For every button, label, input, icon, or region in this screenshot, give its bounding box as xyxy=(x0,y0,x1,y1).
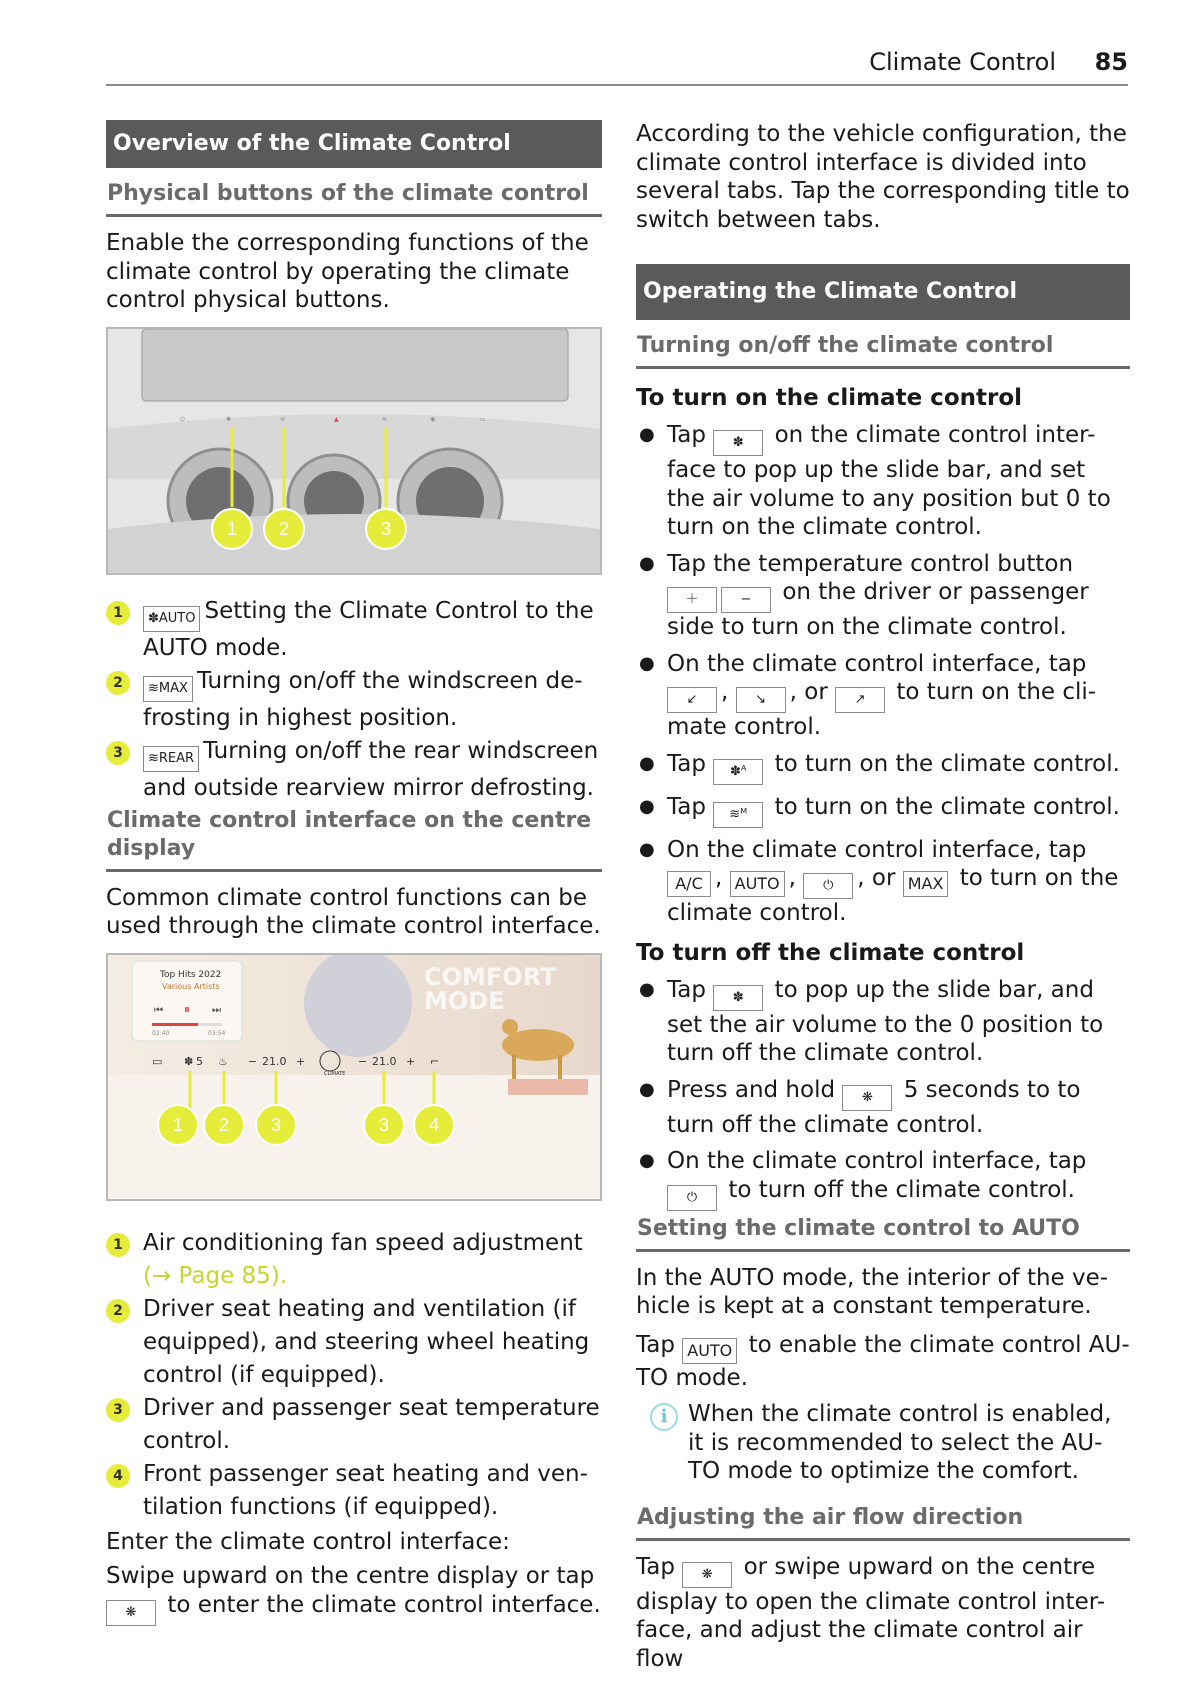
tap-text: Tap xyxy=(636,1553,675,1580)
operating-heading: Operating the Climate Control xyxy=(636,264,1130,320)
turn-off-list xyxy=(636,976,1130,1211)
legend-number: 4 xyxy=(106,1464,130,1488)
power-icon: ⏻ xyxy=(667,1185,717,1211)
fan-auto-icon: ✽ xyxy=(226,415,232,423)
list-item xyxy=(636,650,1130,742)
auto-instruction xyxy=(636,1331,1130,1393)
item-text: to turn on the cli-mate control. xyxy=(667,679,1097,740)
hazard-icon: ▲ xyxy=(334,415,339,423)
climate-icon: ❋ xyxy=(842,1085,892,1111)
marker-1-label: 1 xyxy=(226,518,238,539)
legend-number: 1 xyxy=(106,1233,130,1257)
legend-number: 3 xyxy=(106,1398,130,1422)
climate-icon: ❋ xyxy=(106,1600,156,1626)
list-item xyxy=(636,1147,1130,1211)
separator: , or xyxy=(789,679,828,705)
legend-item xyxy=(106,1293,602,1392)
marker-3-label: 3 xyxy=(270,1114,282,1135)
item-text: to turn off the climate control. xyxy=(728,1176,1075,1203)
swipe-tail: to enter the climate control interface. xyxy=(167,1591,601,1618)
legend-text: Turning on/off the windscreen de-frosting in highest position. xyxy=(143,667,583,731)
driving-mode-icon: ◉ xyxy=(430,415,436,423)
legend-item xyxy=(106,1227,602,1293)
item-text: to enable the climate control AU-TO mode. xyxy=(636,1331,1130,1391)
physical-buttons-intro: Enable the corresponding functions of the climate control by operating the climate control physical buttons. xyxy=(106,230,589,313)
legend-item xyxy=(106,1458,602,1524)
legend-text: Driver and passenger seat temperature control. xyxy=(143,1394,600,1454)
item-text: to turn on the climate control. xyxy=(774,750,1120,777)
item-text: to turn on the climate control. xyxy=(774,793,1120,820)
airflow-face-icon: ↙ xyxy=(667,687,717,713)
defrost-max-icon: ≋ xyxy=(280,415,286,423)
progress-bar xyxy=(152,1023,198,1026)
legend-number: 2 xyxy=(106,1299,130,1323)
tap-text: Tap xyxy=(667,422,706,448)
list-item xyxy=(636,421,1130,542)
defrost-max-icon: ≋MAX xyxy=(143,676,193,702)
item-text: on the driver or passenger side to turn on the climate control. xyxy=(667,579,1089,640)
fan-icon[interactable]: ✽ xyxy=(184,1054,194,1068)
song-title: Top Hits 2022 xyxy=(160,969,222,980)
separator: , xyxy=(715,865,723,891)
swipe-text: Swipe upward on the centre display or tap xyxy=(106,1563,595,1589)
next-icon[interactable]: ⏭ xyxy=(212,1004,221,1016)
list-item xyxy=(636,550,1130,642)
display-legend xyxy=(106,1227,602,1524)
mode-label-2: MODE xyxy=(424,986,505,1015)
tap-text: Tap xyxy=(667,976,706,1003)
plus-icon: ＋ xyxy=(667,587,717,613)
temp-minus[interactable]: − xyxy=(248,1054,258,1068)
console-drawing xyxy=(108,329,600,573)
auto-button-icon: AUTO xyxy=(682,1338,737,1364)
item-text: or swipe upward on the centre display to open the climate control inter-face, and adjust the climate control air flow xyxy=(636,1553,1106,1672)
item-text: On the climate control interface, tap xyxy=(667,1148,1087,1174)
item-text: Press and hold xyxy=(667,1076,836,1103)
item-text: Tap the temperature control button xyxy=(667,550,1074,577)
temp-right: 21.0 xyxy=(372,1054,397,1068)
tap-text: Tap xyxy=(667,793,706,820)
turn-on-title: To turn on the climate control xyxy=(636,385,1023,411)
swipe-instruction xyxy=(106,1562,602,1626)
centre-display-intro: Common climate control functions can be used through the climate control interface. xyxy=(106,884,601,939)
list-item xyxy=(636,1076,1130,1140)
info-text: When the climate control is enabled, it is recommended to select the AU-TO mode to optimize the comfort. xyxy=(688,1401,1112,1484)
fan-auto-icon: ✽AUTO xyxy=(143,606,200,632)
item-text: to pop up the slide bar, and set the air volume to the 0 position to turn off the climate control. xyxy=(667,976,1104,1066)
legend-item xyxy=(106,735,602,805)
right-column xyxy=(636,120,1130,1673)
fan-auto-icon: ✽ᴬ xyxy=(713,759,763,785)
marker-3b-label: 3 xyxy=(378,1114,390,1135)
legend-number: 3 xyxy=(106,741,130,765)
fan-icon: ✽ xyxy=(713,430,763,456)
pause-icon[interactable]: ⏸ xyxy=(184,1001,191,1016)
tap-text: Tap xyxy=(667,750,706,777)
separator: , xyxy=(788,865,796,891)
separator: , or xyxy=(857,865,896,891)
power-icon: ⏻ xyxy=(803,873,853,899)
legend-text: Air conditioning fan speed adjustment xyxy=(143,1229,583,1256)
auto-heading: Setting the climate control to AUTO xyxy=(636,1211,1130,1252)
page-number: 85 xyxy=(1094,48,1128,76)
passenger-seat-icon[interactable]: ⌐ xyxy=(430,1054,440,1068)
list-item xyxy=(636,793,1130,828)
tabs-intro: According to the vehicle configuration, the climate control interface is divided into several tabs. Tap the corresponding title to switch between tabs. xyxy=(636,121,1130,233)
auto-button-icon: AUTO xyxy=(730,871,785,897)
display-drawing xyxy=(108,955,600,1199)
legend-number: 1 xyxy=(106,601,130,625)
physical-buttons-legend xyxy=(106,595,602,805)
page-link[interactable]: (→ Page 85). xyxy=(143,1262,288,1289)
console-illustration xyxy=(106,327,602,575)
legend-text: Driver seat heating and ventilation (if equipped), and steering wheel heating control (if equipped). xyxy=(143,1295,590,1388)
legend-number: 2 xyxy=(106,671,130,695)
ac-button-icon: A/C xyxy=(667,871,711,897)
separator: , xyxy=(721,679,729,705)
time-start: 02:40 xyxy=(152,1029,170,1037)
turn-on-list xyxy=(636,421,1130,928)
auto-description: In the AUTO mode, the interior of the ve-hicle is kept at a constant temperature. xyxy=(636,1264,1109,1319)
power-icon: ⏻ xyxy=(180,415,185,423)
max-button-icon: MAX xyxy=(903,871,949,897)
legend-text: Turning on/off the rear windscreen and outside rearview mirror defrosting. xyxy=(143,737,599,801)
temp-plus[interactable]: + xyxy=(296,1054,306,1068)
temp-minus-right[interactable]: − xyxy=(358,1054,368,1068)
tap-text: Tap xyxy=(636,1331,675,1358)
turn-on-off-heading: Turning on/off the climate control xyxy=(636,320,1130,369)
airflow-heading: Adjusting the air flow direction xyxy=(636,1492,1130,1541)
legend-text: Front passenger seat heating and ven-tilation functions (if equipped). xyxy=(143,1460,588,1520)
list-item xyxy=(636,836,1130,928)
mode-label-1: COMFORT xyxy=(424,962,557,991)
info-icon: i xyxy=(650,1403,678,1431)
marker-3-label: 3 xyxy=(380,518,392,539)
fan-icon: ✽ xyxy=(713,985,763,1011)
item-text: on the climate control inter-face to pop up the slide bar, and set the air volume to any position but 0 to turn on the climate control. xyxy=(667,422,1111,540)
airflow-windshield-icon: ↗ xyxy=(835,687,885,713)
legend-item xyxy=(106,665,602,735)
page-header xyxy=(106,44,1128,86)
marker-2-label: 2 xyxy=(218,1114,230,1135)
section-title: Climate Control xyxy=(869,48,1056,76)
item-text: On the climate control interface, tap xyxy=(667,650,1087,677)
enter-instruction: Enter the climate control interface: xyxy=(106,1528,510,1555)
marker-1-label: 1 xyxy=(172,1114,184,1135)
item-text: to turn on the climate control. xyxy=(667,865,1119,926)
list-item xyxy=(636,750,1130,785)
physical-buttons-heading: Physical buttons of the climate control xyxy=(106,168,602,217)
climate-label: CLIMATE xyxy=(324,1070,346,1077)
defrost-rear-icon: ≋REAR xyxy=(143,746,199,772)
info-note xyxy=(636,1400,1130,1486)
defrost-max-icon: ≋ᴹ xyxy=(713,802,763,828)
seat-heat-icon[interactable]: ♨ xyxy=(218,1054,228,1068)
time-end: 03:54 xyxy=(208,1029,226,1037)
overview-heading: Overview of the Climate Control xyxy=(106,120,602,168)
car-icon: ▭ xyxy=(480,415,486,423)
marker-4-label: 4 xyxy=(428,1114,440,1135)
prev-icon[interactable]: ⏮ xyxy=(154,1004,163,1016)
turn-off-title: To turn off the climate control xyxy=(636,939,1025,966)
minus-icon: − xyxy=(721,587,771,613)
list-item xyxy=(636,976,1130,1068)
climate-icon: ❋ xyxy=(682,1562,732,1588)
airflow-instruction xyxy=(636,1553,1130,1674)
airflow-feet-icon: ↘ xyxy=(736,687,786,713)
legend-item xyxy=(106,1392,602,1458)
left-column xyxy=(106,120,602,1626)
song-artist: Various Artists xyxy=(162,981,220,991)
display-illustration xyxy=(106,953,602,1201)
legend-text: Setting the Climate Control to the AUTO mode. xyxy=(143,597,594,661)
legend-item xyxy=(106,595,602,665)
item-text: On the climate control interface, tap xyxy=(667,836,1087,863)
temp-left: 21.0 xyxy=(262,1054,287,1068)
fan-level: 5 xyxy=(196,1054,203,1068)
centre-display-heading: Climate control interface on the centre display xyxy=(106,805,602,872)
temp-plus-right[interactable]: + xyxy=(406,1054,416,1068)
defrost-rear-icon: ≋ xyxy=(382,415,388,423)
item-text: 5 seconds to to turn off the climate control. xyxy=(667,1076,1081,1138)
marker-2-label: 2 xyxy=(278,518,290,539)
car-icon[interactable]: ▭ xyxy=(152,1054,163,1068)
